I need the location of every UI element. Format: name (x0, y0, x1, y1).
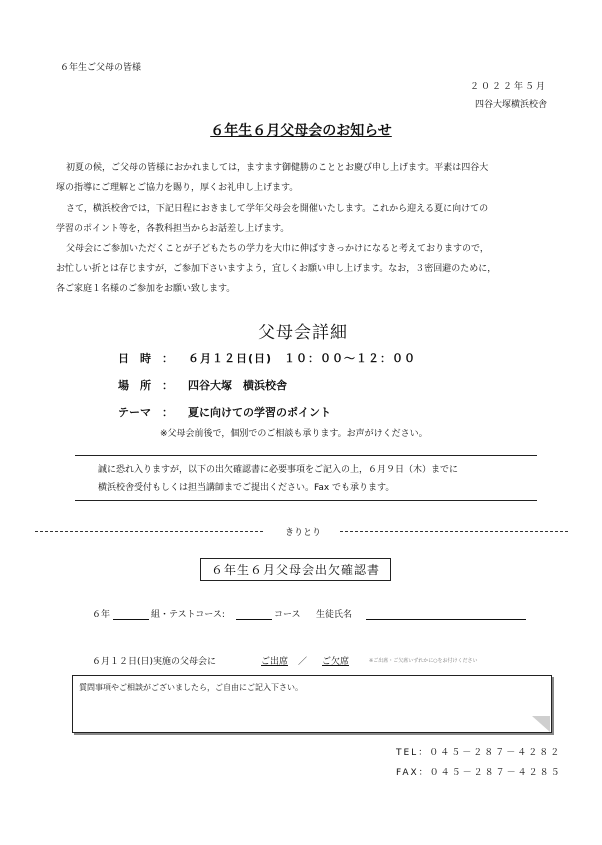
addressee: ６年生ご父母の皆様 (60, 63, 142, 73)
details-heading: 父母会詳細 (258, 323, 348, 343)
form-title: ６年生６月父母会出欠確認書 (200, 558, 391, 581)
course-suffix: コース (274, 610, 301, 620)
class-field[interactable] (113, 619, 149, 620)
attendance-hint: ※ご出席・ご欠席いずれかに○をお付けください (369, 658, 478, 664)
cut-line-left (35, 531, 263, 532)
paragraph-request-1: 父母会にご参加いただくことが子どもたちの学力を大巾に伸ばすきっかけになると考えておりますので， (66, 244, 489, 254)
divider (75, 455, 537, 456)
student-name-label: 生徒氏名 (316, 610, 353, 620)
option-separator: ／ (298, 657, 308, 667)
paragraph-announcement-1: さて，横浜校舎では，下記日程におきまして学年父母会を開催いたします。これから迎える夏に向けての (66, 204, 489, 214)
comment-box[interactable] (72, 675, 552, 733)
tel-number: TEL：０４５－２８７－４２８２ (396, 748, 562, 758)
cut-label: きりとり (285, 528, 322, 538)
date-value: ６月１２日(日) １０：００～１２：００ (188, 352, 417, 365)
student-name-field[interactable] (366, 619, 526, 620)
theme-label: テーマ ： (118, 406, 173, 419)
absent-option[interactable]: ご欠席 (322, 657, 350, 667)
place-value: 四谷大塚 横浜校舎 (188, 379, 287, 392)
comment-prompt: 質問事項やご相談がございましたら，ご自由にご記入下さい。 (79, 683, 303, 692)
paragraph-greeting-2: 塚の指導にご理解とご協力を賜り，厚くお礼申し上げます。 (56, 183, 299, 193)
request-line-2: 横浜校舎受付もしくは担当講師までご提出ください。Fax でも承ります。 (98, 483, 395, 493)
class-course-label: 組・テストコース: (151, 610, 225, 620)
grade-label: ６年 (92, 610, 111, 620)
fax-number: FAX：０４５－２８７－４２８５ (396, 768, 562, 778)
consultation-note: ※父母会前後で，個別でのご相談も承ります。お声がけください。 (160, 429, 428, 439)
request-line-1: 誠に恐れ入りますが，以下の出欠確認書に必要事項をご記入の上，６月９日（木）までに (98, 465, 459, 475)
place-label: 場 所 ： (118, 379, 173, 392)
divider (75, 500, 537, 501)
cut-line-right (340, 531, 568, 532)
paragraph-request-2: お忙しい折とは存じますが，ご参加下さいますよう，宜しくお願い申し上げます。なお，３密回避のために， (56, 264, 497, 274)
issue-date: ２０２２年５月 (469, 82, 547, 92)
page-title: ６年生６月父母会のお知らせ (210, 123, 392, 139)
date-label: 日 時 ： (118, 352, 173, 365)
attendance-label: ６月１２日(日)実施の父母会に (92, 657, 217, 667)
paragraph-request-3: 各ご家庭１名様のご参加をお願い致します。 (56, 284, 236, 294)
attend-option[interactable]: ご出席 (261, 657, 289, 667)
paragraph-greeting-1: 初夏の候，ご父母の皆様におかれましては，ますます御健勝のこととお慶び申し上げます。平素は四谷大 (66, 163, 489, 173)
theme-value: 夏に向けての学習のポイント (188, 406, 331, 419)
paragraph-announcement-2: 学習のポイント等を，各教科担当からお話差し上げます。 (56, 224, 290, 234)
course-field[interactable] (236, 619, 272, 620)
school-name: 四谷大塚横浜校舎 (474, 100, 547, 110)
page-curl (532, 716, 550, 732)
